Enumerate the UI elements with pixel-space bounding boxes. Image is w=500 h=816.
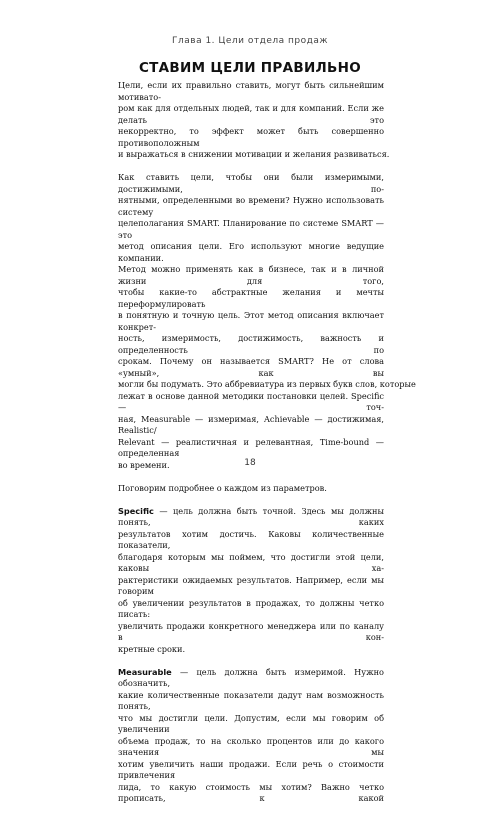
paragraph-parameters	[118, 483, 384, 495]
text-line: благодаря которым мы поймем, что достигли этой цели, каковы ха-	[118, 551, 384, 573]
text-line: Цели, если их правильно ставить, могут быть сильнейшим мотивато-	[118, 80, 384, 102]
text-line: ная, Measurable — измеримая, Achievable — достижимая, Realistic/	[118, 413, 384, 435]
text-line	[118, 506, 384, 529]
text-line: лида, то какую стоимость мы хотим? Важно четко прописать, к какой	[118, 781, 384, 803]
text-line: Relevant — реалистичная и релевантная, Time-bound — определенная	[118, 436, 384, 458]
text-line: в понятную и точную цель. Этот метод описания включает конкрет-	[118, 310, 384, 332]
text-line: что мы достигли цели. Допустим, если мы говорим об увеличении	[118, 712, 384, 734]
text-line: Метод можно применять как в бизнесе, так и в личной жизни для того,	[118, 264, 384, 286]
text-line: Поговорим подробнее о каждом из параметров.	[118, 482, 327, 493]
paragraph-smart	[118, 172, 416, 471]
text-line: увеличить продажи конкретного менеджера или по каналу в кон-	[118, 620, 384, 642]
text-line: результатов хотим достичь. Каковы количественные показатели,	[118, 528, 384, 550]
text-line: какие количественные показатели дадут нам возможность понять,	[118, 689, 384, 711]
text-line: могли бы подумать. Это аббревиатура из первых букв слов, которые	[118, 379, 416, 389]
text-line: ность, измеримость, достижимость, важность и определенность по	[118, 333, 384, 355]
text-line: во времени.	[118, 459, 170, 470]
paragraph-specific	[118, 506, 384, 656]
text-line: хотим увеличить наши продажи. Если речь о стоимости привлечения	[118, 758, 384, 780]
term-measurable: Measurable	[118, 666, 172, 677]
running-head: Глава 1. Цели отдела продаж	[172, 36, 328, 46]
text-line: объема продаж, то на сколько процентов или до какого значения мы	[118, 735, 384, 757]
text-line: Как ставить цели, чтобы они были измеримыми, достижимыми, по-	[118, 172, 384, 194]
term-specific: Specific	[118, 505, 154, 516]
text-line: метод описания цели. Его используют многие ведущие компании.	[118, 241, 384, 263]
text-line: лежат в основе данной методики постановки целей. Specific — точ-	[118, 390, 384, 412]
text-line: ром как для отдельных людей, так и для компаний. Если же делать это	[118, 103, 384, 125]
text-line	[118, 667, 384, 690]
text-line: срокам. Почему он называется SMART? Не от слова «умный», как вы	[118, 356, 384, 378]
text-line: нятными, определенными во времени? Нужно использовать систему	[118, 195, 384, 217]
text-line: чтобы какие-то абстрактные желания и мечты переформулировать	[118, 287, 384, 309]
text-line: кретные сроки.	[118, 643, 186, 654]
paragraph-measurable	[118, 667, 384, 805]
text-span: — цель должна быть точной. Здесь мы должны понять, каких	[118, 505, 384, 527]
text-line: и выражаться в снижении мотивации и желания развиваться.	[118, 149, 390, 159]
body-text	[118, 80, 416, 816]
paragraph-intro	[118, 80, 390, 161]
page-number: 18	[244, 458, 256, 468]
text-line: рактеристики ожидаемых результатов. Например, если мы говорим	[118, 574, 384, 596]
text-line: некорректно, то эффект может быть совершенно противоположным	[118, 126, 384, 148]
text-line: об увеличении результатов в продажах, то должны четко писать:	[118, 597, 384, 619]
section-title: СТАВИМ ЦЕЛИ ПРАВИЛЬНО	[138, 60, 362, 76]
text-span: — цель должна быть измеримой. Нужно обозначить,	[118, 666, 384, 688]
text-line: целеполагания SMART. Планирование по системе SMART — это	[118, 218, 384, 240]
